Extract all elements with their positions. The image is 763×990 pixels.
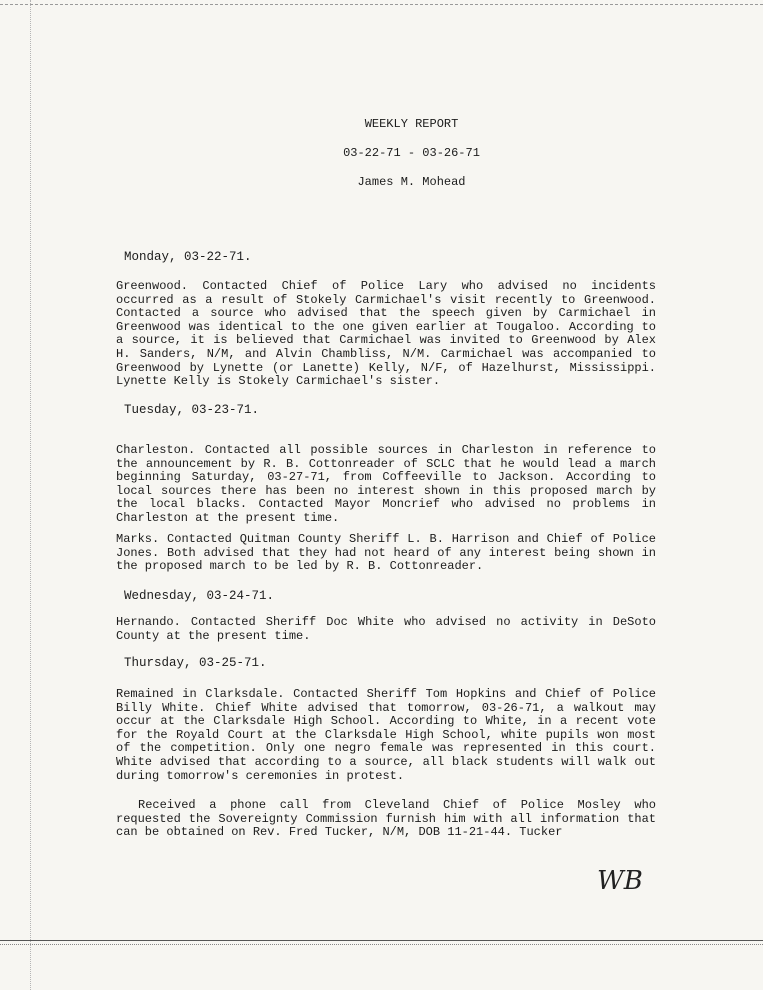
entry-paragraph-hernando: Hernando. Contacted Sheriff Doc White who advised no activity in DeSoto County at the present time. <box>116 615 656 643</box>
bottom-rule <box>0 940 763 941</box>
entry-paragraph-marks: Marks. Contacted Quitman County Sheriff L. B. Harrison and Chief of Police Jones. Both advised that they had not heard of any interest being shown in the proposed march to be led by R. B. Cottonreader. <box>116 532 656 574</box>
entry-paragraph-phone-call: Received a phone call from Cleveland Chief of Police Mosley who requested the Sovereignty Commission furnish him with all information that can be obtained on Rev. Fred Tucker, N/M, DOB 11-21-44. Tucker <box>116 798 656 840</box>
entry-paragraph-clarksdale: Remained in Clarksdale. Contacted Sheriff Tom Hopkins and Chief of Police Billy White. Chief White advised that tomorrow, 03-26-71, a walkout may occur at the Clarksdale High School. According to White, in a recent vote for the Royald Court at the Clarksdale High School, white pupils won most of the competition. Only one negro female was represented in this court. White advised that according to a source, all black students will walk out during tomorrow's ceremonies in protest. <box>116 687 656 783</box>
entry-date-wednesday: Wednesday, 03-24-71. <box>124 589 275 603</box>
report-author: James M. Mohead <box>357 175 466 189</box>
report-date-range: 03-22-71 - 03-26-71 <box>343 146 480 160</box>
entry-date-tuesday: Tuesday, 03-23-71. <box>124 403 260 417</box>
top-perforation <box>0 4 763 5</box>
entry-paragraph-greenwood: Greenwood. Contacted Chief of Police Lary who advised no incidents occurred as a result of Stokely Carmichael's visit recently to Greenwood. Contacted a source who advised that the speech given by Carmichael in Greenwood was identical to the one given earlier at Tougaloo. According to a source, it is believed that Carmichael was invited to Greenwood by Alex H. Sanders, N/M, and Alvin Chambliss, N/M. Carmichael was accompanied to Greenwood by Lynette (or Lanette) Kelly, N/F, of Hazelhurst, Mississippi. Lynette Kelly is Stokely Carmichael's sister. <box>116 279 656 389</box>
handwritten-initials: WB <box>597 866 643 896</box>
entry-date-thursday: Thursday, 03-25-71. <box>124 656 267 670</box>
bottom-perforation <box>0 944 763 945</box>
entry-date-monday: Monday, 03-22-71. <box>124 250 252 264</box>
report-title: WEEKLY REPORT <box>364 117 459 131</box>
entry-paragraph-charleston: Charleston. Contacted all possible sources in Charleston in reference to the announcement by R. B. Cottonreader of SCLC that he would lead a march beginning Saturday, 03-27-71, from Coffeeville to Jackson. According to local sources there has been no interest shown in this proposed march by the local blacks. Contacted Mayor Moncrief who advised no problems in Charleston at the present time. <box>116 443 656 525</box>
